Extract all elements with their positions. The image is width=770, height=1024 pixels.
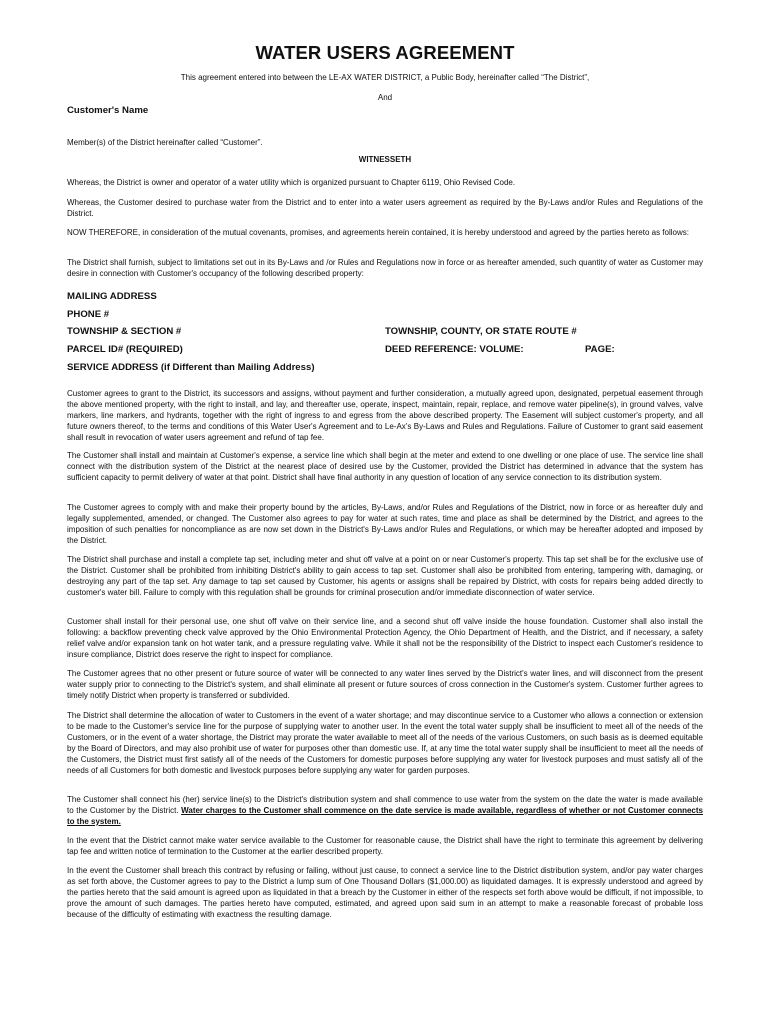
connection-text: The Customer shall connect his (her) service line(s) to the District's distribution system and shall commence to use water from the system on the date the water is made available to the Customer by the District. — [67, 795, 703, 815]
parcel-id-label: PARCEL ID# (REQUIRED) — [67, 344, 183, 355]
easement-paragraph: Customer agrees to grant to the District, its successors and assigns, without payment and further consideration, a mutually agreed upon, designated, perpetual easement through the above mentioned property, with the right to install, and lay, and thereafter use, operate, inspect, maintain, repair, replace, and remove water pipeline(s), in ground valves, valve markers, line markers, and hydrants, together with the right of ingress to and egress from the above described property. The Easement will subject customer's property, and all future owners thereof, to the terms and conditions of this Water User's Agreement and to Le-Ax's By-Laws and Rules and Regulations. Failure of Customer to grant said easement shall result in revocation of water users agreement and refund of tap fee. — [67, 389, 703, 442]
recital-2: Whereas, the Customer desired to purchase water from the District and to enter into a water users agreement as required by the By-Laws and/or Rules and Regulations of the District. — [67, 198, 703, 218]
recital-4: The District shall furnish, subject to limitations set out in its By-Laws and /or Rules and Regulations now in force or as hereafter amended, such quantity of water as Customer may desire in connection with Customer's occupancy of the following described property: — [67, 258, 703, 278]
township-route-label: TOWNSHIP, COUNTY, OR STATE ROUTE # — [385, 326, 577, 337]
tap-set-paragraph: The District shall purchase and install a complete tap set, including meter and shut off valve at a point on or near Customer's property. This tap set shall be for the exclusive use of the District. Customer shall be prohibited from inhibiting District's ability to gain access to tap set. Customer shall also be prohibited from entering, tampering with, damaging, or destroying any part of the tap set. Any damage to tap set caused by Customer, his agents or assigns shall be repaired by District, with costs for repairs being added directly to customer's water bill. Failure to comply with this regulation shall be grounds for criminal prosecution and/or immediate disconnection of water service. — [67, 555, 703, 597]
service-address-label: SERVICE ADDRESS (if Different than Mailing Address) — [67, 362, 315, 373]
township-section-label: TOWNSHIP & SECTION # — [67, 326, 182, 337]
intro-line: This agreement entered into between the LE-AX WATER DISTRICT, a Public Body, hereinafter called “The District”, — [180, 73, 590, 82]
connection-paragraph — [67, 794, 703, 827]
page-label: PAGE: — [585, 344, 615, 355]
deed-reference-label: DEED REFERENCE: VOLUME: — [385, 344, 524, 355]
allocation-paragraph: The District shall determine the allocation of water to Customers in the event of a water shortage; and may discontinue service to a Customer who allows a connection or extension to be made to the Customer's service line for the purpose of supplying water to another user. In the event the total water supply shall be insufficient to meet all of the needs of the Customers, or in the event of a water shortage, the District may prorate the water available to meet all of the needs of the various Customers, on such basis as is deemed equitable by the Board of Directors, and may also prohibit use of water for purposes other than domestic use. If, at any time the total water supply shall be insufficient to meet all the needs of the Customers, the District must first satisfy all of the needs of the Customers for domestic purposes before supplying any water for livestock purposes and must satisfy all of the needs of all Customers for both domestic and livestock purposes before supplying any water for garden purposes. — [67, 711, 703, 775]
water-charges-emphasis: Water charges to the Customer shall commence on the date service is made available, regardless of whether or not Customer connects to the system. — [67, 806, 703, 826]
and-line: And — [377, 93, 393, 102]
phone-label: PHONE # — [67, 309, 110, 320]
document-title: WATER USERS AGREEMENT — [255, 42, 515, 63]
members-line: Member(s) of the District hereinafter called “Customer”. — [67, 138, 263, 147]
shut-off-valve-paragraph: Customer shall install for their personal use, one shut off valve on their service line, and a second shut off valve inside the house foundation. Customer shall also install the following: a backflow preventing check valve approved by the Ohio Environmental Protection Agency, the Ohio Department of Health, and the District, and if necessary, a safety relief valve and/or expansion tank on hot water tank, and a pressure regulating valve. While it shall not be the responsibility of the District to inspect each Customer's residence to insure compliance, District does reserve the right to inspect for compliance. — [67, 617, 703, 659]
customer-name-label: Customer's Name — [67, 105, 149, 116]
compliance-paragraph: The Customer agrees to comply with and make their property bound by the articles, By-Laws, and/or Rules and Regulations of the District, now in force or as hereafter duly and legally supplemented, amended, or changed. The Customer also agrees to pay for water at such rates, time and place as shall be determined by the District, and agrees to the imposition of such penalties for noncompliance as are now set down in the District's By-Laws and/or Rules and Regulations, or which may be hereafter adopted and imposed by the District. — [67, 503, 703, 545]
witnesseth-heading: WITNESSETH — [358, 155, 412, 164]
recital-3: NOW THEREFORE, in consideration of the mutual covenants, promises, and agreements herein contained, it is hereby understood and agreed by the parties hereto as follows: — [67, 228, 689, 237]
service-line-paragraph: The Customer shall install and maintain at Customer's expense, a service line which shall begin at the meter and extend to one dwelling or one place of use. The service line shall connect with the distribution system of the District at the nearest place of desired use by the Customer, provided the District has determined in advance that the system has sufficient capacity to permit delivery of water at that point. District shall have final authority in any question of location of any service connection to its distribution system. — [67, 451, 703, 482]
mailing-address-label: MAILING ADDRESS — [67, 291, 157, 302]
water-source-paragraph: The Customer agrees that no other present or future source of water will be connected to any water lines served by the District's water lines, and will disconnect from the present water supply prior to connecting to the District's system, and shall eliminate all present or future sources of cross connection in the Customer's system. Customer further agrees to timely notify District when property is transferred or subdivided. — [67, 669, 703, 700]
liquidated-damages-paragraph: In the event the Customer shall breach this contract by refusing or failing, without just cause, to connect a service line to the District distribution system, and/or pay water charges as set forth above, the Customer agrees to pay to the District a lump sum of One Thousand Dollars ($1,000.00) as liquidated damages. It is expressly understood and agreed by the parties hereto that the said amount is agreed upon as liquidated in that a breach by the Customer in either of the respects set forth above would be difficult, if not impossible, to prove the amount of such damages. The parties hereto have computed, estimated, and agreed upon said sum in an attempt to make a reasonable forecast of probable loss because of the difficulty of estimating with exactness the resulting damage. — [67, 866, 703, 919]
termination-paragraph: In the event that the District cannot make water service available to the Customer for reasonable cause, the District shall have the right to terminate this agreement by delivering tap fee and written notice of termination to the Customer at the earlier described property. — [67, 836, 703, 856]
recital-1: Whereas, the District is owner and operator of a water utility which is organized pursuant to Chapter 6119, Ohio Revised Code. — [67, 178, 516, 187]
